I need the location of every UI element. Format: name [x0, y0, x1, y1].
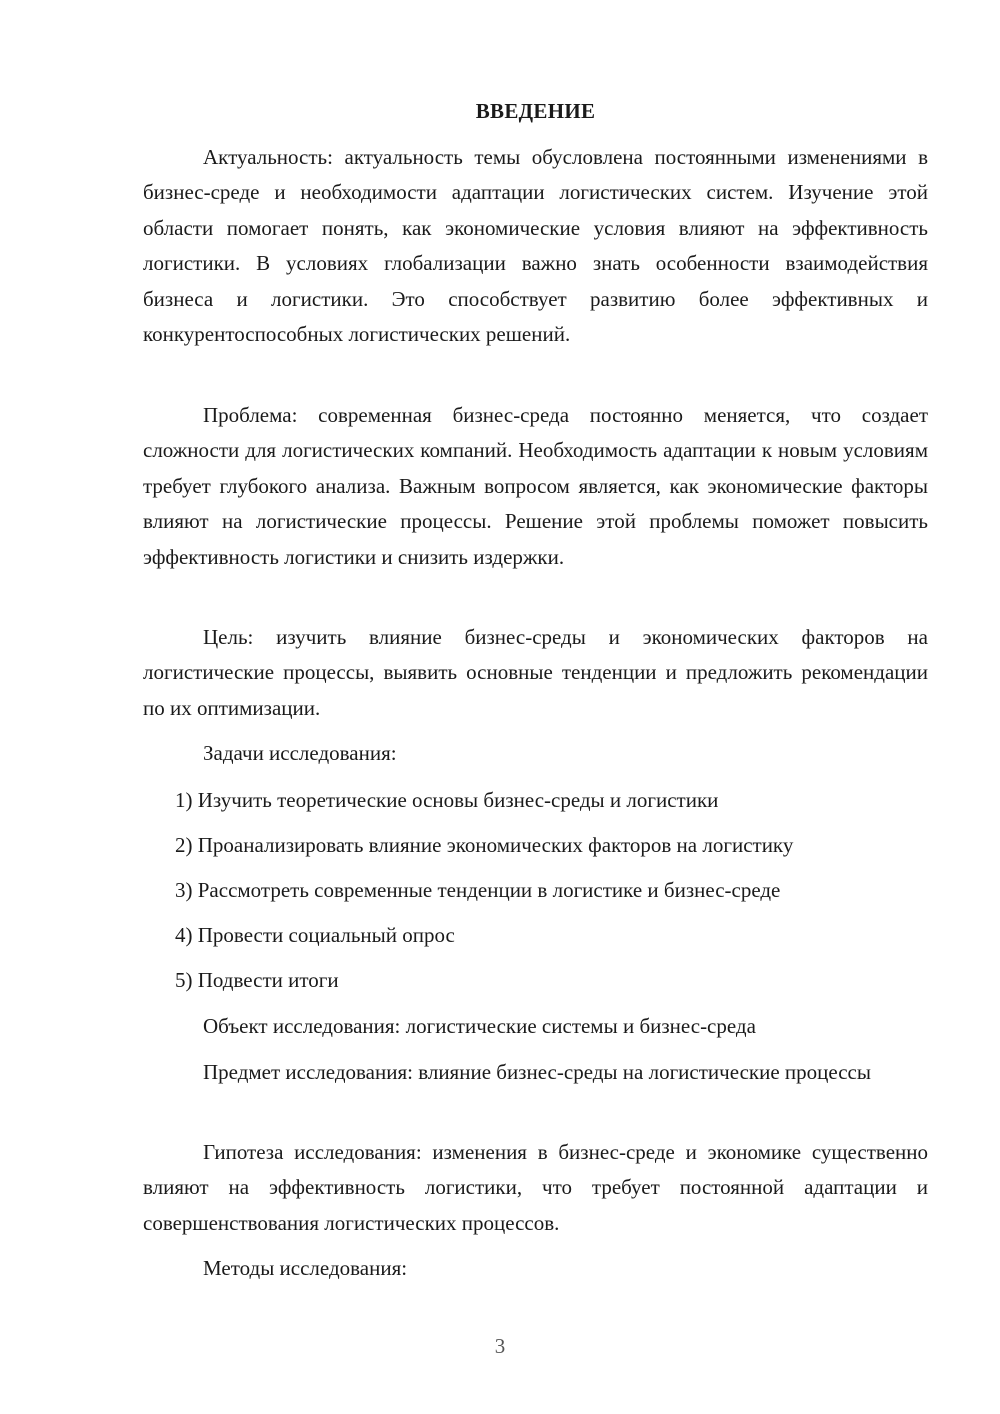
- subject-paragraph: Предмет исследования: влияние бизнес-среды на логистические процессы: [203, 1060, 871, 1084]
- page-title: ВВЕДЕНИЕ: [475, 99, 596, 123]
- relevance-paragraph: Актуальность: актуальность темы обусловлена постоянными изменениями в бизнес-среде и необходимости адаптации логистических систем. Изучение этой области помогает понять, как экономические условия влияют на эффективность логистики. В условиях глобализации важно знать особенности взаимодействия бизнеса и логистики. Это способствует развитию более эффективных и конкурентоспособных логистических решений.: [143, 145, 928, 347]
- page-number: 3: [494, 1334, 506, 1358]
- hypothesis-paragraph: Гипотеза исследования: изменения в бизнес-среде и экономике существенно влияют на эффективность логистики, что требует постоянной адаптации и совершенствования логистических процессов.: [143, 1140, 928, 1235]
- problem-paragraph: Проблема: современная бизнес-среда постоянно меняется, что создает сложности для логистических компаний. Необходимость адаптации к новым условиям требует глубокого анализа. Важным вопросом является, как экономические факторы влияют на логистические процессы. Решение этой проблемы поможет повысить эффективность логистики и снизить издержки.: [143, 403, 928, 569]
- goal-paragraph: Цель: изучить влияние бизнес-среды и экономических факторов на логистические процессы, выявить основные тенденции и предложить рекомендации по их оптимизации.: [143, 625, 928, 720]
- methods-label: Методы исследования:: [203, 1256, 408, 1280]
- list-item: 4) Провести социальный опрос: [175, 923, 455, 947]
- tasks-label: Задачи исследования:: [203, 741, 397, 765]
- object-line: Объект исследования: логистические системы и бизнес-среда: [203, 1014, 756, 1038]
- list-item: 3) Рассмотреть современные тенденции в логистике и бизнес-среде: [175, 878, 781, 902]
- list-item: 5) Подвести итоги: [175, 968, 339, 992]
- list-item: 2) Проанализировать влияние экономических факторов на логистику: [175, 833, 794, 857]
- list-item: 1) Изучить теоретические основы бизнес-среды и логистики: [175, 788, 719, 812]
